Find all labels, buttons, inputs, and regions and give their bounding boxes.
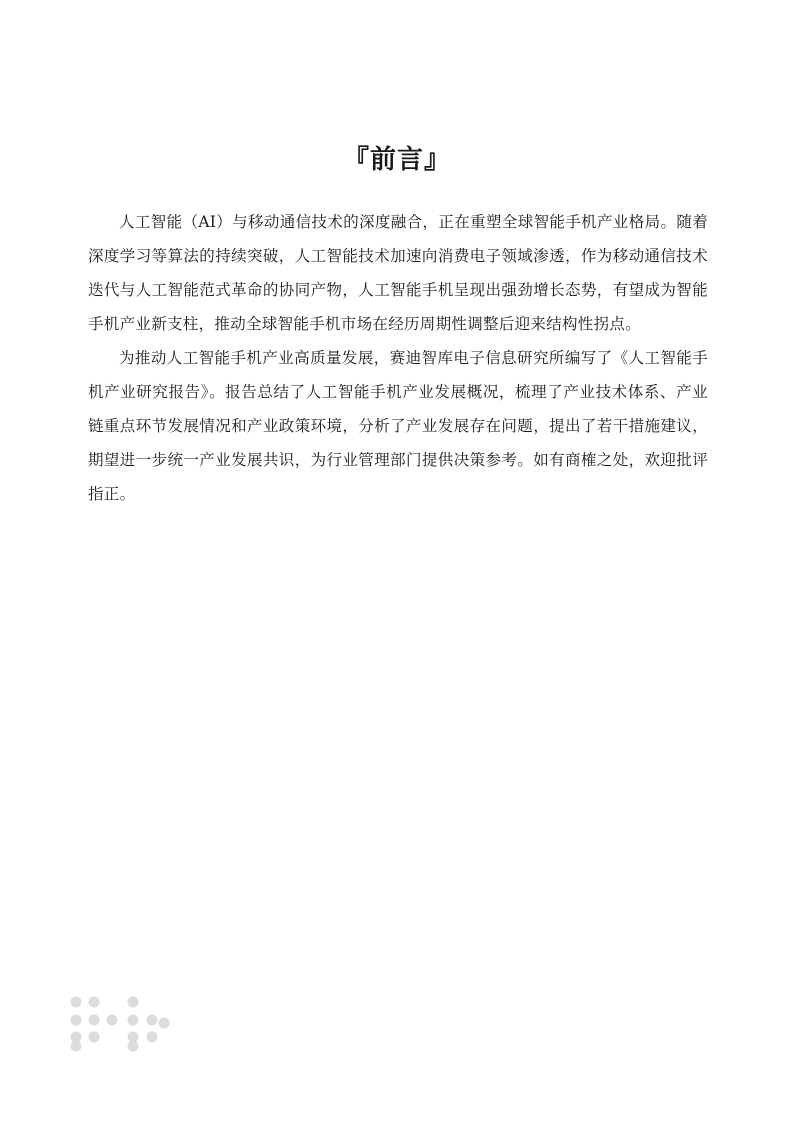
preface-body	[88, 205, 708, 511]
decorative-dot	[128, 1032, 139, 1043]
decorative-dot	[128, 1015, 139, 1026]
decorative-dot	[89, 1032, 100, 1043]
decorative-dot	[128, 1041, 139, 1052]
decorative-dot	[147, 1032, 158, 1043]
decorative-dot	[147, 1015, 158, 1026]
paragraph-2: 为推动人工智能手机产业高质量发展，赛迪智库电子信息研究所编写了《人工智能手机产业研究报告》。报告总结了人工智能手机产业发展概况，梳理了产业技术体系、产业链重点环节发展情况和产业政策环境，分析了产业发展存在问题，提出了若干措施建议，期望进一步统一产业发展共识，为行业管理部门提供决策参考。如有商榷之处，欢迎批评指正。	[88, 349, 708, 503]
decorative-dot	[71, 1015, 82, 1026]
decorative-dot	[71, 997, 82, 1008]
page-title: 『前言』	[342, 145, 451, 175]
decorative-dot	[71, 1032, 82, 1043]
decorative-dot	[159, 1018, 170, 1029]
decorative-dot	[107, 1015, 118, 1026]
paragraph-1: 人工智能（AI）与移动通信技术的深度融合，正在重塑全球智能手机产业格局。随着深度学习等算法的持续突破，人工智能技术加速向消费电子领域渗透，作为移动通信技术迭代与人工智能范式革命的协同产物，人工智能手机呈现出强劲增长态势，有望成为智能手机产业新支柱，推动全球智能手机市场在经历周期性调整后迎来结构性拐点。	[88, 213, 708, 333]
decorative-dot	[128, 997, 139, 1008]
dot-grid-icon	[71, 997, 170, 1052]
decorative-dot	[89, 997, 100, 1008]
decorative-dot	[71, 1041, 82, 1052]
decorative-dot	[89, 1015, 100, 1026]
